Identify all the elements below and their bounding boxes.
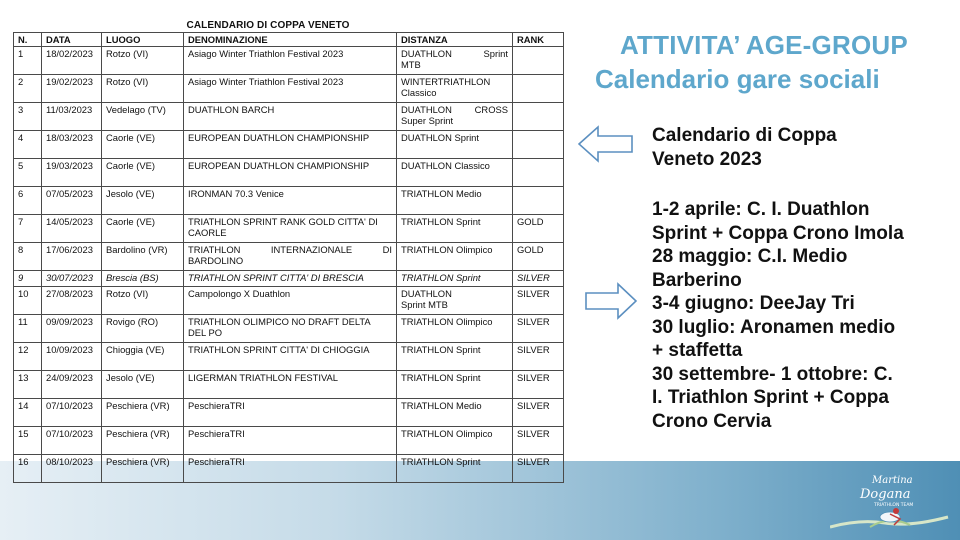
cell-rank bbox=[513, 130, 564, 158]
cell-data: 08/10/2023 bbox=[42, 454, 102, 482]
denominazione-part: CAORLE bbox=[188, 227, 227, 238]
cell-rank bbox=[513, 102, 564, 130]
cell-n: 5 bbox=[14, 158, 42, 186]
denominazione-part: DEL PO bbox=[188, 327, 223, 338]
cell-distanza: TRIATHLON Sprint bbox=[397, 342, 513, 370]
cell-denominazione: Campolongo X Duathlon bbox=[184, 286, 397, 314]
table-row bbox=[14, 214, 564, 242]
calendar-table-container bbox=[13, 19, 563, 483]
event-line: 3-4 giugno: DeeJay Tri bbox=[652, 293, 855, 314]
cell-n: 4 bbox=[14, 130, 42, 158]
event-line: 1-2 aprile: C. I. Duathlon bbox=[652, 199, 870, 220]
cell-rank: GOLD bbox=[513, 214, 564, 242]
cell-n: 6 bbox=[14, 186, 42, 214]
cell-rank: SILVER bbox=[513, 398, 564, 426]
event-line: + staffetta bbox=[652, 340, 743, 361]
cell-n: 10 bbox=[14, 286, 42, 314]
distanza-part: Sprint MTB bbox=[401, 299, 448, 310]
cell-data: 10/09/2023 bbox=[42, 342, 102, 370]
cell-rank: SILVER bbox=[513, 270, 564, 286]
cell-rank bbox=[513, 186, 564, 214]
column-header-denominazione: DENOMINAZIONE bbox=[184, 33, 397, 47]
cell-data: 24/09/2023 bbox=[42, 370, 102, 398]
cell-distanza: TRIATHLON Olimpico bbox=[397, 314, 513, 342]
cell-distanza bbox=[397, 286, 513, 314]
slide-title: ATTIVITA’ AGE-GROUP bbox=[620, 30, 908, 60]
cell-n: 9 bbox=[14, 270, 42, 286]
coppa-veneto-label bbox=[652, 124, 837, 171]
cell-distanza: TRIATHLON Sprint bbox=[397, 454, 513, 482]
cell-data: 17/06/2023 bbox=[42, 242, 102, 270]
cell-distanza: TRIATHLON Sprint bbox=[397, 214, 513, 242]
arrow-right-icon bbox=[585, 282, 637, 320]
table-row bbox=[14, 46, 564, 74]
event-line: 30 settembre- 1 ottobre: C. bbox=[652, 363, 893, 385]
cell-denominazione: IRONMAN 70.3 Venice bbox=[184, 186, 397, 214]
cell-n: 13 bbox=[14, 370, 42, 398]
cell-distanza: TRIATHLON Olimpico bbox=[397, 242, 513, 270]
cell-luogo: Peschiera (VR) bbox=[102, 398, 184, 426]
logo-text-line3: TRIATHLON TEAM bbox=[874, 503, 914, 508]
cell-luogo: Jesolo (VE) bbox=[102, 370, 184, 398]
cell-rank: SILVER bbox=[513, 342, 564, 370]
table-row bbox=[14, 286, 564, 314]
event-line: 28 maggio: C.I. Medio bbox=[652, 246, 848, 267]
cell-data: 07/10/2023 bbox=[42, 426, 102, 454]
cell-data: 09/09/2023 bbox=[42, 314, 102, 342]
cell-denominazione: EUROPEAN DUATHLON CHAMPIONSHIP bbox=[184, 130, 397, 158]
cell-luogo: Jesolo (VE) bbox=[102, 186, 184, 214]
cell-denominazione bbox=[184, 242, 397, 270]
coppa-veneto-line: Calendario di Coppa bbox=[652, 125, 837, 146]
cell-denominazione: PeschieraTRI bbox=[184, 398, 397, 426]
event-line: Sprint + Coppa Crono Imola bbox=[652, 222, 904, 244]
cell-luogo: Rovigo (RO) bbox=[102, 314, 184, 342]
calendar-table bbox=[13, 32, 564, 483]
cell-n: 14 bbox=[14, 398, 42, 426]
cell-data: 19/02/2023 bbox=[42, 74, 102, 102]
cell-luogo: Caorle (VE) bbox=[102, 158, 184, 186]
cell-rank: SILVER bbox=[513, 454, 564, 482]
cell-data: 18/02/2023 bbox=[42, 46, 102, 74]
table-row bbox=[14, 454, 564, 482]
cell-denominazione: Asiago Winter Triathlon Festival 2023 bbox=[184, 46, 397, 74]
table-row bbox=[14, 370, 564, 398]
cell-rank bbox=[513, 46, 564, 74]
denominazione-part: TRIATHLON SPRINT RANK GOLD CITTA' DI bbox=[188, 215, 378, 227]
cell-luogo: Peschiera (VR) bbox=[102, 454, 184, 482]
cell-rank: SILVER bbox=[513, 370, 564, 398]
arrow-left-icon bbox=[578, 125, 634, 163]
cell-distanza: TRIATHLON Olimpico bbox=[397, 426, 513, 454]
cell-luogo: Vedelago (TV) bbox=[102, 102, 184, 130]
cell-distanza bbox=[397, 46, 513, 74]
event-line: Crono Cervia bbox=[652, 410, 772, 432]
table-row bbox=[14, 102, 564, 130]
event-line: 30 luglio: Aronamen medio bbox=[652, 316, 896, 338]
cell-distanza: TRIATHLON Medio bbox=[397, 398, 513, 426]
cell-data: 30/07/2023 bbox=[42, 270, 102, 286]
table-row bbox=[14, 314, 564, 342]
cell-n: 2 bbox=[14, 74, 42, 102]
table-row bbox=[14, 398, 564, 426]
cell-n: 15 bbox=[14, 426, 42, 454]
logo-text-line2: Dogana bbox=[860, 487, 911, 502]
distanza-part: DUATHLON bbox=[401, 47, 452, 59]
distanza-part: Super Sprint bbox=[401, 115, 454, 126]
cell-data: 27/08/2023 bbox=[42, 286, 102, 314]
column-header-n: N. bbox=[14, 33, 42, 47]
cell-luogo: Bardolino (VR) bbox=[102, 242, 184, 270]
distanza-part: WINTERTRIATHLON bbox=[401, 75, 491, 87]
team-logo bbox=[830, 467, 950, 533]
cell-distanza bbox=[397, 74, 513, 102]
table-header-row bbox=[14, 33, 564, 47]
cell-rank: SILVER bbox=[513, 426, 564, 454]
column-header-data: DATA bbox=[42, 33, 102, 47]
cell-denominazione: TRIATHLON SPRINT CITTA' DI BRESCIA bbox=[184, 270, 397, 286]
distanza-part: DUATHLON bbox=[401, 287, 452, 299]
cell-n: 1 bbox=[14, 46, 42, 74]
cell-luogo: Caorle (VE) bbox=[102, 214, 184, 242]
denominazione-part: TRIATHLON OLIMPICO NO DRAFT DELTA bbox=[188, 315, 371, 327]
event-line: Barberino bbox=[652, 269, 742, 291]
cell-n: 3 bbox=[14, 102, 42, 130]
cell-data: 07/10/2023 bbox=[42, 398, 102, 426]
cell-rank bbox=[513, 74, 564, 102]
cell-n: 11 bbox=[14, 314, 42, 342]
cell-denominazione bbox=[184, 314, 397, 342]
event-line: I. Triathlon Sprint + Coppa bbox=[652, 387, 889, 408]
cell-luogo: Peschiera (VR) bbox=[102, 426, 184, 454]
column-header-rank: RANK bbox=[513, 33, 564, 47]
denominazione-part: BARDOLINO bbox=[188, 255, 244, 266]
cell-n: 12 bbox=[14, 342, 42, 370]
cell-n: 7 bbox=[14, 214, 42, 242]
cell-n: 16 bbox=[14, 454, 42, 482]
denominazione-part: TRIATHLON INTERNAZIONALE DI bbox=[188, 243, 392, 255]
logo-text-line1: Martina bbox=[872, 475, 913, 486]
table-row bbox=[14, 130, 564, 158]
cell-luogo: Rotzo (VI) bbox=[102, 46, 184, 74]
slide-subtitle: Calendario gare sociali bbox=[595, 64, 880, 94]
cell-luogo: Rotzo (VI) bbox=[102, 74, 184, 102]
cell-denominazione: EUROPEAN DUATHLON CHAMPIONSHIP bbox=[184, 158, 397, 186]
cell-rank bbox=[513, 158, 564, 186]
calendar-caption: CALENDARIO DI COPPA VENETO bbox=[186, 20, 350, 31]
cell-denominazione: PeschieraTRI bbox=[184, 454, 397, 482]
cell-rank: GOLD bbox=[513, 242, 564, 270]
distanza-part: MTB bbox=[401, 59, 421, 70]
cell-data: 18/03/2023 bbox=[42, 130, 102, 158]
distanza-part: Sprint bbox=[483, 47, 508, 59]
cell-distanza bbox=[397, 102, 513, 130]
table-row bbox=[14, 74, 564, 102]
cell-denominazione: TRIATHLON SPRINT CITTA' DI CHIOGGIA bbox=[184, 342, 397, 370]
cell-distanza: DUATHLON Classico bbox=[397, 158, 513, 186]
column-header-luogo: LUOGO bbox=[102, 33, 184, 47]
cell-distanza: TRIATHLON Medio bbox=[397, 186, 513, 214]
cell-distanza: DUATHLON Sprint bbox=[397, 130, 513, 158]
table-row bbox=[14, 242, 564, 270]
cell-data: 07/05/2023 bbox=[42, 186, 102, 214]
distanza-part: CROSS bbox=[474, 103, 508, 115]
cell-data: 19/03/2023 bbox=[42, 158, 102, 186]
cell-denominazione bbox=[184, 214, 397, 242]
table-row bbox=[14, 158, 564, 186]
cell-denominazione: DUATHLON BARCH bbox=[184, 102, 397, 130]
cell-data: 11/03/2023 bbox=[42, 102, 102, 130]
cell-denominazione: PeschieraTRI bbox=[184, 426, 397, 454]
events-list bbox=[652, 198, 904, 433]
cell-distanza: TRIATHLON Sprint bbox=[397, 270, 513, 286]
distanza-part: DUATHLON bbox=[401, 103, 452, 115]
distanza-part: Classico bbox=[401, 87, 437, 98]
column-header-distanza: DISTANZA bbox=[397, 33, 513, 47]
cell-luogo: Rotzo (VI) bbox=[102, 286, 184, 314]
cell-luogo: Brescia (BS) bbox=[102, 270, 184, 286]
cell-n: 8 bbox=[14, 242, 42, 270]
table-row bbox=[14, 270, 564, 286]
cell-denominazione: Asiago Winter Triathlon Festival 2023 bbox=[184, 74, 397, 102]
coppa-veneto-line: Veneto 2023 bbox=[652, 148, 762, 170]
cell-data: 14/05/2023 bbox=[42, 214, 102, 242]
cell-luogo: Caorle (VE) bbox=[102, 130, 184, 158]
cell-rank: SILVER bbox=[513, 286, 564, 314]
table-row bbox=[14, 186, 564, 214]
cell-rank: SILVER bbox=[513, 314, 564, 342]
cell-denominazione: LIGERMAN TRIATHLON FESTIVAL bbox=[184, 370, 397, 398]
table-row bbox=[14, 426, 564, 454]
cell-luogo: Chioggia (VE) bbox=[102, 342, 184, 370]
cell-distanza: TRIATHLON Sprint bbox=[397, 370, 513, 398]
table-row bbox=[14, 342, 564, 370]
